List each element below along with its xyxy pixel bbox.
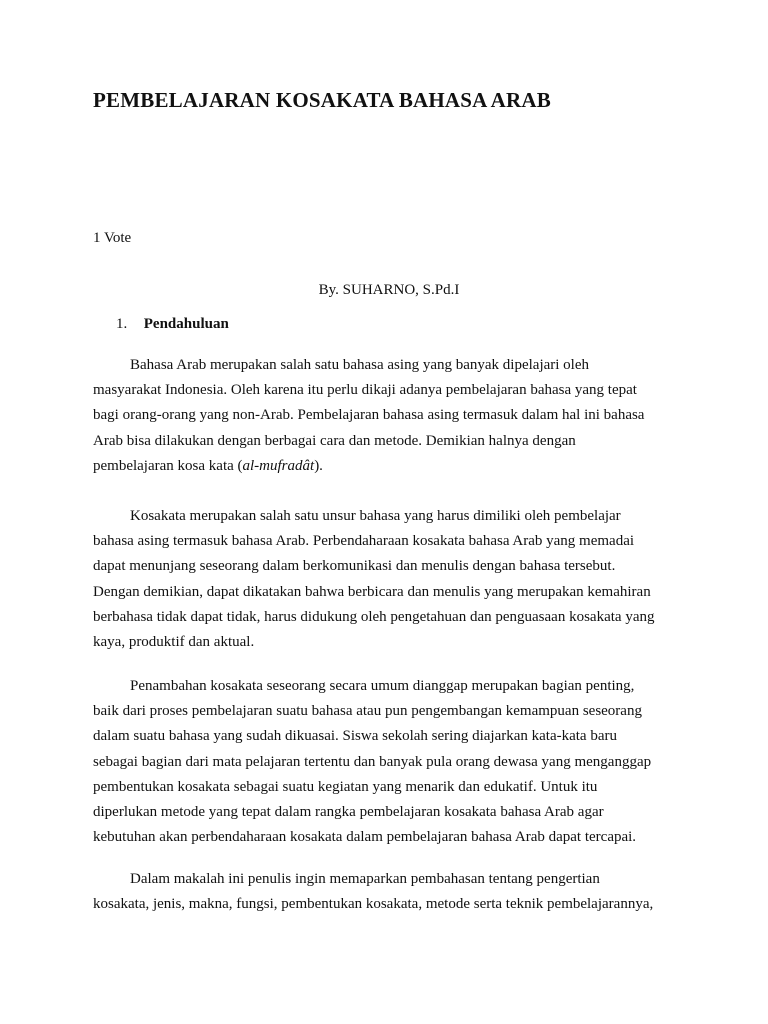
paragraph-3 — [93, 674, 683, 850]
paragraph-line: dalam suatu bahasa yang sudah dikuasai. Siswa sekolah sering diajarkan kata-kata baru — [93, 728, 617, 745]
paragraph-line: Penambahan kosakata seseorang secara umum dianggap merupakan bagian penting, — [130, 678, 635, 694]
paragraph-line: kebutuhan akan perbendaharaan kosakata dalam pembelajaran bahasa Arab dapat tercapai. — [93, 829, 637, 846]
paragraph-line: kaya, produktif dan aktual. — [93, 634, 255, 651]
paragraph-line — [93, 454, 683, 479]
section-label: Pendahuluan — [143, 316, 229, 332]
paragraph-line: masyarakat Indonesia. Oleh karena itu perlu dikaji adanya pembelajaran bahasa yang tepat — [93, 382, 637, 399]
paragraph-line: sebagai bagian dari mata pelajaran tertentu dan banyak pula orang dewasa yang menganggap — [93, 753, 652, 770]
paragraph-1 — [93, 353, 683, 479]
paragraph-line: kosakata, jenis, makna, fungsi, pembentukan kosakata, metode serta teknik pembelajarannya, — [93, 896, 654, 913]
paragraph-2 — [93, 504, 683, 655]
paragraph-line: Arab bisa dilakukan dengan berbagai cara dan metode. Demikian halnya dengan — [93, 432, 576, 449]
paragraph-line: dapat menunjang seseorang dalam berkomunikasi dan menulis dengan bahasa tersebut. — [93, 558, 616, 575]
italic-term: al-mufradât — [242, 457, 315, 474]
section-heading — [116, 316, 229, 333]
line-text: pembelajaran kosa kata ( — [93, 457, 243, 474]
paragraph-line: Dengan demikian, dapat dikatakan bahwa berbicara dan menulis yang merupakan kemahiran — [93, 583, 651, 600]
line-text: ). — [314, 457, 323, 474]
paragraph-line: Dalam makalah ini penulis ingin memaparkan pembahasan tentang pengertian — [130, 871, 600, 887]
vote-count: 1 Vote — [93, 230, 132, 246]
paragraph-line: Bahasa Arab merupakan salah satu bahasa asing yang banyak dipelajari oleh — [130, 357, 590, 373]
paragraph-4 — [93, 867, 683, 917]
paragraph-line: bahasa asing termasuk bahasa Arab. Perbendaharaan kosakata bahasa Arab yang memadai — [93, 533, 635, 550]
paragraph-line: baik dari proses pembelajaran suatu bahasa atau pun pengembangan kemampuan seseorang — [93, 703, 642, 720]
paragraph-line: bagi orang-orang yang non-Arab. Pembelajaran bahasa asing termasuk dalam hal ini bahasa — [93, 407, 645, 424]
document-title: PEMBELAJARAN KOSAKATA BAHASA ARAB — [93, 88, 551, 112]
paragraph-line: pembentukan kosakata sebagai suatu kegiatan yang menarik dan edukatif. Untuk itu — [93, 778, 598, 795]
paragraph-line: Kosakata merupakan salah satu unsur bahasa yang harus dimiliki oleh pembelajar — [130, 508, 621, 524]
author-byline: By. SUHARNO, S.Pd.I — [318, 282, 460, 298]
paragraph-line: berbahasa tidak dapat tidak, harus didukung oleh pengetahuan dan penguasaan kosakata yang — [93, 608, 655, 625]
paragraph-line: diperlukan metode yang tepat dalam rangka pembelajaran kosakata bahasa Arab agar — [93, 804, 604, 821]
section-number: 1. — [116, 316, 128, 332]
